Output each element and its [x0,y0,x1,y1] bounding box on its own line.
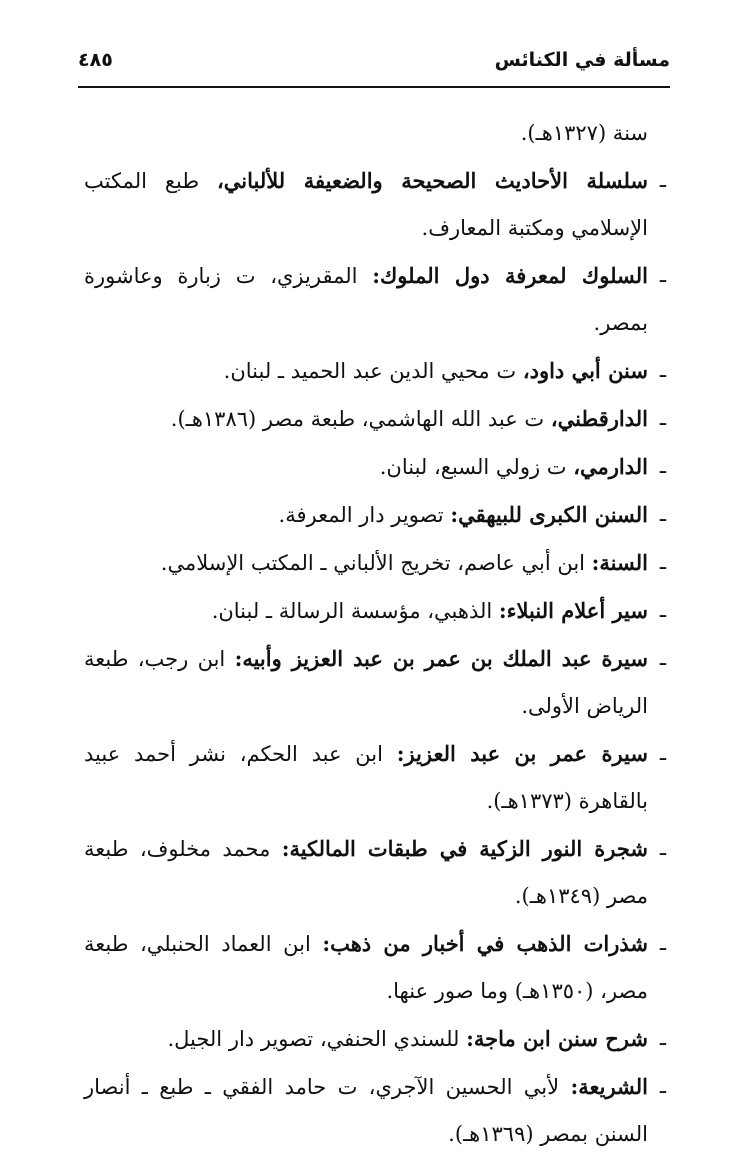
entry-title: الدارمي، [573,454,648,479]
page-header [78,46,670,76]
bibliography-list [84,110,670,1158]
entry-title: سنن أبي داود، [522,358,648,383]
entry-details: المقريزي، ت زبارة وعاشورة بمصر. [84,264,648,335]
entry-dash: ـ [659,454,667,478]
entry-details: طبع المكتب الإسلامي ومكتبة المعارف. [84,169,648,240]
entry-title: السنن الكبرى للبيهقي: [450,502,648,527]
bibliography-entry [84,252,670,347]
entry-title: شرح سنن ابن ماجة: [466,1026,648,1051]
header-rule [78,86,670,88]
entry-details: لأبي الحسين الآجري، ت حامد الفقي ـ طبع ـ أنصار السنن بمصر (١٣٦٩هـ). [84,1075,648,1146]
continuation-text: سنة (١٣٢٧هـ). [520,121,648,145]
bibliography-entry [84,539,670,587]
entry-details: ت زولي السبع، لبنان. [379,455,574,479]
entry-dash: ـ [659,741,667,765]
entry-details: تصوير دار المعرفة. [278,503,451,527]
bibliography-entry [84,157,670,252]
entry-dash: ـ [659,168,667,192]
entry-details: ابن أبي عاصم، تخريج الألباني ـ المكتب الإسلامي. [160,551,592,575]
bibliography-entry [84,395,670,443]
bibliography-entry [84,443,670,491]
entry-title: شجرة النور الزكية في طبقات المالكية: [281,836,648,861]
entry-dash: ـ [659,1026,667,1050]
entry-title: سيرة عبد الملك بن عمر بن عبد العزيز وأبيه: [234,646,648,671]
entry-dash: ـ [659,836,667,860]
entry-title: سير أعلام النبلاء: [498,598,648,623]
bibliography-entry [84,587,670,635]
bibliography-entry [84,730,670,825]
entry-title: الشريعة: [570,1074,648,1099]
entry-title: سلسلة الأحاديث الصحيحة والضعيفة للألباني، [217,168,648,193]
bibliography-entry [84,635,670,730]
entry-dash: ـ [659,646,667,670]
entry-details: ت عبد الله الهاشمي، طبعة مصر (١٣٨٦هـ). [170,407,551,431]
entry-dash: ـ [659,550,667,574]
bibliography-entry [84,825,670,920]
bibliography-entry [84,1015,670,1063]
continuation-line [84,110,670,157]
entry-title: سيرة عمر بن عبد العزيز: [396,741,648,766]
entry-dash: ـ [659,931,667,955]
entry-title: الدارقطني، [550,406,648,431]
entry-details: ت محيي الدين عبد الحميد ـ لبنان. [223,359,523,383]
running-title: مسألة في الكنائس [494,49,670,71]
entry-title: السنة: [591,550,648,575]
bibliography-entry [84,1063,670,1158]
bibliography-entry [84,491,670,539]
entry-details: للسندي الحنفي، تصوير دار الجيل. [167,1027,467,1051]
entry-details: محمد مخلوف، طبعة مصر (١٣٤٩هـ). [84,837,648,908]
entry-dash: ـ [659,263,667,287]
bibliography-entry [84,920,670,1015]
entry-dash: ـ [659,598,667,622]
entry-title: شذرات الذهب في أخبار من ذهب: [322,931,648,956]
entry-details: ابن رجب، طبعة الرياض الأولى. [84,647,648,718]
entry-details: ابن العماد الحنبلي، طبعة مصر، (١٣٥٠هـ) وما صور عنها. [84,932,648,1003]
entry-details: ابن عبد الحكم، نشر أحمد عبيد بالقاهرة (١٣٧٣هـ). [84,742,648,813]
entry-title: السلوك لمعرفة دول الملوك: [372,263,648,288]
entry-dash: ـ [659,406,667,430]
page-number: ٤٨٥ [78,49,113,71]
entry-dash: ـ [659,502,667,526]
entry-details: الذهبي، مؤسسة الرسالة ـ لبنان. [211,599,499,623]
entry-dash: ـ [659,358,667,382]
bibliography-entry [84,347,670,395]
entry-dash: ـ [659,1074,667,1098]
